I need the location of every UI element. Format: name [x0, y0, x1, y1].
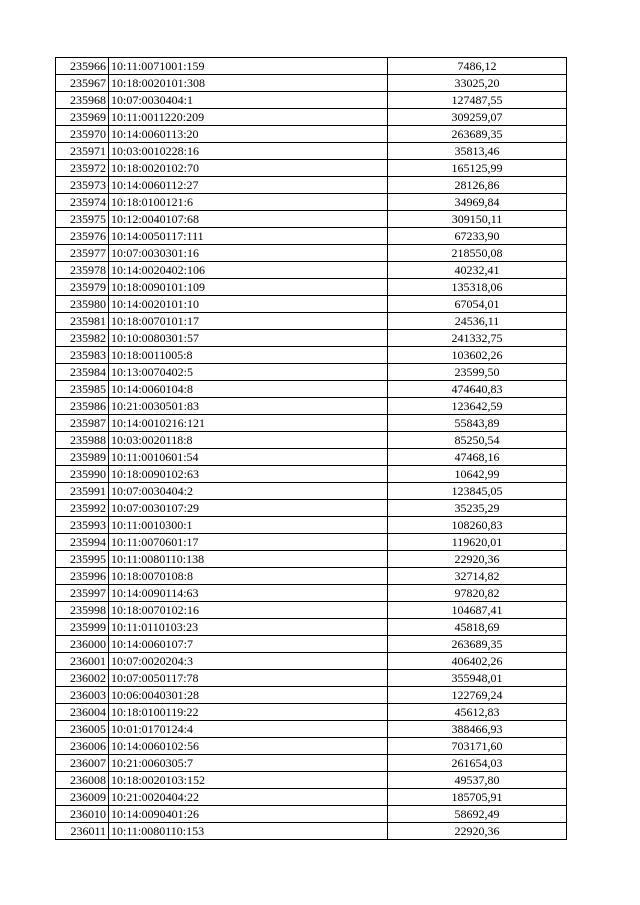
row-id-cell: 235999 [56, 619, 109, 636]
value-cell: 49537,80 [388, 772, 567, 789]
value-cell: 103602,26 [388, 347, 567, 364]
table-row [56, 619, 567, 636]
value-cell: 165125,99 [388, 160, 567, 177]
cadastral-number-cell: 10:13:0070402:5 [109, 364, 388, 381]
row-id-cell: 236004 [56, 704, 109, 721]
row-id-cell: 235984 [56, 364, 109, 381]
cadastral-number-cell: 10:14:0060104:8 [109, 381, 388, 398]
cadastral-number-cell: 10:07:0030404:1 [109, 92, 388, 109]
table-row [56, 551, 567, 568]
value-cell: 263689,35 [388, 126, 567, 143]
cadastral-number-cell: 10:06:0040301:28 [109, 687, 388, 704]
table-row [56, 245, 567, 262]
value-cell: 123845,05 [388, 483, 567, 500]
table-row [56, 568, 567, 585]
row-id-cell: 235992 [56, 500, 109, 517]
row-id-cell: 236003 [56, 687, 109, 704]
cadastral-number-cell: 10:21:0030501:83 [109, 398, 388, 415]
cadastral-number-cell: 10:14:0090401:26 [109, 806, 388, 823]
value-cell: 703171,60 [388, 738, 567, 755]
cadastral-number-cell: 10:21:0020404:22 [109, 789, 388, 806]
value-cell: 32714,82 [388, 568, 567, 585]
row-id-cell: 235967 [56, 75, 109, 92]
row-id-cell: 235978 [56, 262, 109, 279]
table-row [56, 721, 567, 738]
value-cell: 35235,29 [388, 500, 567, 517]
value-cell: 10642,99 [388, 466, 567, 483]
value-cell: 185705,91 [388, 789, 567, 806]
value-cell: 40232,41 [388, 262, 567, 279]
row-id-cell: 236009 [56, 789, 109, 806]
value-cell: 108260,83 [388, 517, 567, 534]
row-id-cell: 235998 [56, 602, 109, 619]
cadastral-number-cell: 10:11:0080110:153 [109, 823, 388, 840]
cadastral-number-cell: 10:18:0020102:70 [109, 160, 388, 177]
cadastral-number-cell: 10:18:0100121:6 [109, 194, 388, 211]
row-id-cell: 236001 [56, 653, 109, 670]
cadastral-number-cell: 10:12:0040107:68 [109, 211, 388, 228]
row-id-cell: 235969 [56, 109, 109, 126]
row-id-cell: 235970 [56, 126, 109, 143]
cadastral-number-cell: 10:14:0050117:111 [109, 228, 388, 245]
row-id-cell: 235988 [56, 432, 109, 449]
cadastral-number-cell: 10:18:0070108:8 [109, 568, 388, 585]
table-row [56, 738, 567, 755]
cadastral-number-cell: 10:14:0060102:56 [109, 738, 388, 755]
table-row [56, 653, 567, 670]
value-cell: 67054,01 [388, 296, 567, 313]
table-row [56, 432, 567, 449]
value-cell: 406402,26 [388, 653, 567, 670]
table-row [56, 602, 567, 619]
value-cell: 261654,03 [388, 755, 567, 772]
table-row [56, 687, 567, 704]
value-cell: 24536,11 [388, 313, 567, 330]
table-row [56, 109, 567, 126]
cadastral-number-cell: 10:10:0080301:57 [109, 330, 388, 347]
data-table [55, 57, 567, 840]
cadastral-number-cell: 10:18:0020101:308 [109, 75, 388, 92]
table-row [56, 517, 567, 534]
row-id-cell: 235991 [56, 483, 109, 500]
cadastral-number-cell: 10:11:0011220:209 [109, 109, 388, 126]
table-row [56, 636, 567, 653]
table-row [56, 449, 567, 466]
row-id-cell: 236002 [56, 670, 109, 687]
cadastral-number-cell: 10:18:0100119:22 [109, 704, 388, 721]
value-cell: 23599,50 [388, 364, 567, 381]
row-id-cell: 236008 [56, 772, 109, 789]
cadastral-number-cell: 10:18:0070101:17 [109, 313, 388, 330]
value-cell: 119620,01 [388, 534, 567, 551]
value-cell: 241332,75 [388, 330, 567, 347]
table-row [56, 823, 567, 840]
value-cell: 22920,36 [388, 823, 567, 840]
table-row [56, 704, 567, 721]
table-row [56, 211, 567, 228]
value-cell: 122769,24 [388, 687, 567, 704]
table-row [56, 58, 567, 75]
cadastral-number-cell: 10:01:0170124:4 [109, 721, 388, 738]
row-id-cell: 235974 [56, 194, 109, 211]
cadastral-number-cell: 10:11:0070601:17 [109, 534, 388, 551]
table-row [56, 415, 567, 432]
row-id-cell: 235981 [56, 313, 109, 330]
table-body [56, 58, 567, 840]
row-id-cell: 235993 [56, 517, 109, 534]
row-id-cell: 235990 [56, 466, 109, 483]
row-id-cell: 235989 [56, 449, 109, 466]
table-row [56, 381, 567, 398]
cadastral-number-cell: 10:11:0010300:1 [109, 517, 388, 534]
value-cell: 34969,84 [388, 194, 567, 211]
cadastral-number-cell: 10:18:0090101:109 [109, 279, 388, 296]
value-cell: 263689,35 [388, 636, 567, 653]
row-id-cell: 235966 [56, 58, 109, 75]
cadastral-number-cell: 10:14:0020101:10 [109, 296, 388, 313]
table-row [56, 364, 567, 381]
table-row [56, 143, 567, 160]
table-row [56, 466, 567, 483]
cadastral-number-cell: 10:11:0010601:54 [109, 449, 388, 466]
value-cell: 218550,08 [388, 245, 567, 262]
table-row [56, 296, 567, 313]
value-cell: 67233,90 [388, 228, 567, 245]
row-id-cell: 235985 [56, 381, 109, 398]
cadastral-number-cell: 10:11:0110103:23 [109, 619, 388, 636]
row-id-cell: 235997 [56, 585, 109, 602]
row-id-cell: 235979 [56, 279, 109, 296]
row-id-cell: 235976 [56, 228, 109, 245]
table-row [56, 534, 567, 551]
value-cell: 85250,54 [388, 432, 567, 449]
row-id-cell: 235972 [56, 160, 109, 177]
cadastral-number-cell: 10:14:0060113:20 [109, 126, 388, 143]
value-cell: 104687,41 [388, 602, 567, 619]
row-id-cell: 236000 [56, 636, 109, 653]
cadastral-number-cell: 10:11:0071001:159 [109, 58, 388, 75]
row-id-cell: 235982 [56, 330, 109, 347]
table-row [56, 262, 567, 279]
cadastral-number-cell: 10:07:0050117:78 [109, 670, 388, 687]
table-row [56, 398, 567, 415]
cadastral-number-cell: 10:21:0060305:7 [109, 755, 388, 772]
table-row [56, 194, 567, 211]
cadastral-number-cell: 10:07:0030404:2 [109, 483, 388, 500]
table-row [56, 330, 567, 347]
row-id-cell: 235987 [56, 415, 109, 432]
value-cell: 388466,93 [388, 721, 567, 738]
table-row [56, 75, 567, 92]
table-row [56, 772, 567, 789]
cadastral-number-cell: 10:03:0010228:16 [109, 143, 388, 160]
table-row [56, 670, 567, 687]
value-cell: 7486,12 [388, 58, 567, 75]
row-id-cell: 235971 [56, 143, 109, 160]
value-cell: 58692,49 [388, 806, 567, 823]
value-cell: 474640,83 [388, 381, 567, 398]
value-cell: 97820,82 [388, 585, 567, 602]
cadastral-number-cell: 10:18:0070102:16 [109, 602, 388, 619]
row-id-cell: 235996 [56, 568, 109, 585]
row-id-cell: 235968 [56, 92, 109, 109]
value-cell: 355948,01 [388, 670, 567, 687]
row-id-cell: 236007 [56, 755, 109, 772]
table-row [56, 228, 567, 245]
value-cell: 22920,36 [388, 551, 567, 568]
cadastral-number-cell: 10:18:0020103:152 [109, 772, 388, 789]
value-cell: 45612,83 [388, 704, 567, 721]
row-id-cell: 235994 [56, 534, 109, 551]
cadastral-number-cell: 10:07:0030107:29 [109, 500, 388, 517]
table-row [56, 585, 567, 602]
value-cell: 47468,16 [388, 449, 567, 466]
table-row [56, 755, 567, 772]
row-id-cell: 235995 [56, 551, 109, 568]
cadastral-number-cell: 10:14:0020402:106 [109, 262, 388, 279]
row-id-cell: 236006 [56, 738, 109, 755]
table-row [56, 313, 567, 330]
value-cell: 28126,86 [388, 177, 567, 194]
cadastral-number-cell: 10:07:0030301:16 [109, 245, 388, 262]
table-row [56, 789, 567, 806]
cadastral-number-cell: 10:14:0010216:121 [109, 415, 388, 432]
value-cell: 309150,11 [388, 211, 567, 228]
cadastral-number-cell: 10:14:0060107:7 [109, 636, 388, 653]
value-cell: 33025,20 [388, 75, 567, 92]
value-cell: 35813,46 [388, 143, 567, 160]
value-cell: 55843,89 [388, 415, 567, 432]
table-row [56, 483, 567, 500]
row-id-cell: 236010 [56, 806, 109, 823]
table-row [56, 126, 567, 143]
table-row [56, 500, 567, 517]
table-row [56, 92, 567, 109]
cadastral-number-cell: 10:18:0011005:8 [109, 347, 388, 364]
row-id-cell: 235980 [56, 296, 109, 313]
table-row [56, 279, 567, 296]
cadastral-number-cell: 10:11:0080110:138 [109, 551, 388, 568]
row-id-cell: 236005 [56, 721, 109, 738]
cadastral-number-cell: 10:03:0020118:8 [109, 432, 388, 449]
table-row [56, 160, 567, 177]
table-row [56, 347, 567, 364]
table-row [56, 177, 567, 194]
cadastral-number-cell: 10:14:0060112:27 [109, 177, 388, 194]
value-cell: 135318,06 [388, 279, 567, 296]
value-cell: 123642,59 [388, 398, 567, 415]
row-id-cell: 236011 [56, 823, 109, 840]
row-id-cell: 235975 [56, 211, 109, 228]
row-id-cell: 235983 [56, 347, 109, 364]
table-row [56, 806, 567, 823]
value-cell: 45818,69 [388, 619, 567, 636]
row-id-cell: 235986 [56, 398, 109, 415]
cadastral-number-cell: 10:18:0090102:63 [109, 466, 388, 483]
value-cell: 309259,07 [388, 109, 567, 126]
cadastral-number-cell: 10:07:0020204:3 [109, 653, 388, 670]
row-id-cell: 235973 [56, 177, 109, 194]
row-id-cell: 235977 [56, 245, 109, 262]
value-cell: 127487,55 [388, 92, 567, 109]
cadastral-number-cell: 10:14:0090114:63 [109, 585, 388, 602]
